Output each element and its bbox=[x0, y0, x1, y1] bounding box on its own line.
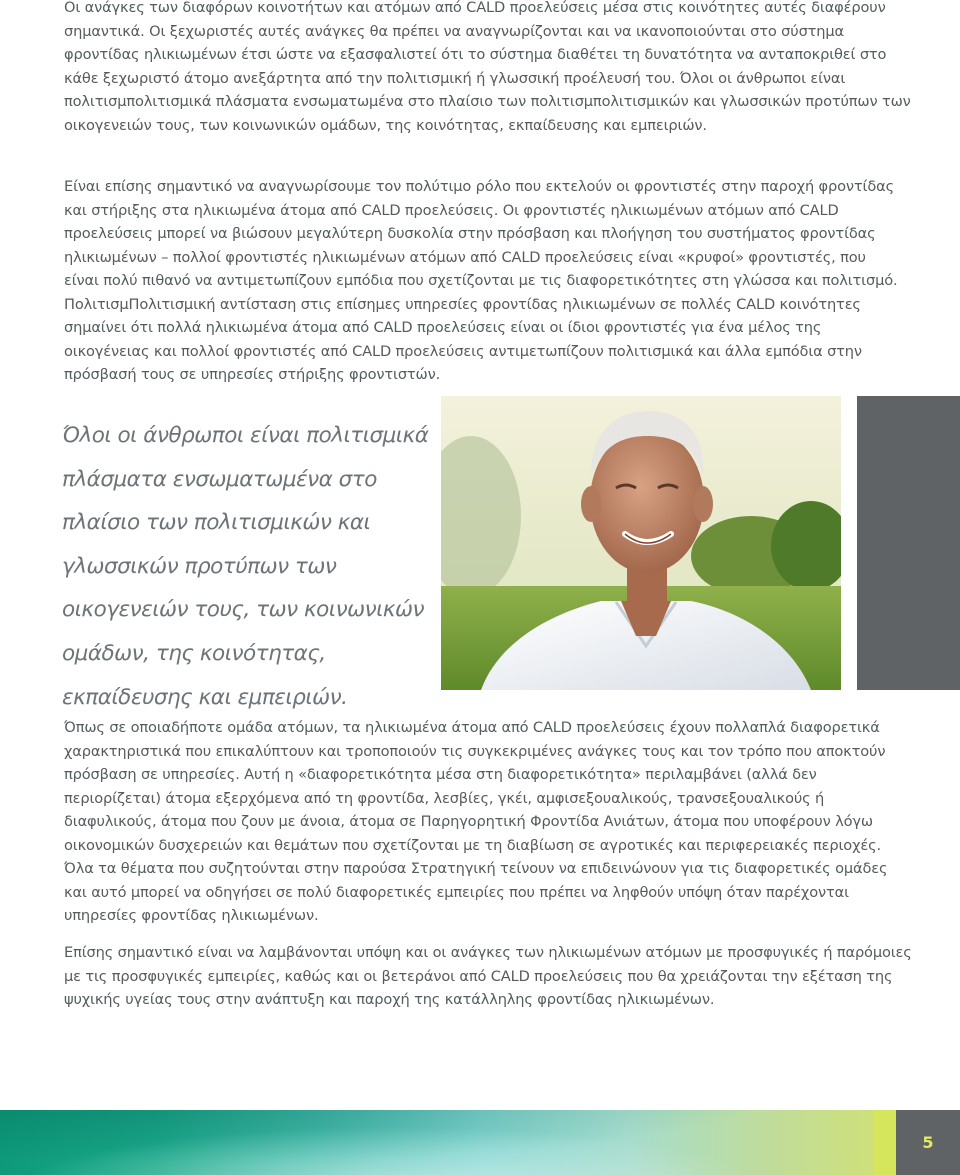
paragraph-diversity-text: Όπως σε οποιαδήποτε ομάδα ατόμων, τα ηλικιωμένα άτομα από CALD προελεύσεις έχουν πολλαπλά διαφορετικά χαρακτηριστικά που επικαλύπτουν και τροποποιούν τις συγκεκριμένες ανάγκες τους και τον τρόπο που αποκτούν πρόσβαση σε υπηρεσίες. bbox=[64, 719, 886, 783]
footer-gradient-band bbox=[0, 1110, 874, 1175]
paragraph-carers-text: Είναι επίσης σημαντικό να αναγνωρίσουμε τον πολύτιμο ρόλο που εκτελούν οι φροντιστές στην παροχή φροντίδας και στήριξης στα ηλικιωμένα άτομα από CALD προελεύσεις. bbox=[64, 178, 894, 219]
paragraph-diversity bbox=[64, 716, 914, 928]
pull-quote: Όλοι οι άνθρωποι είναι πολιτισμικά πλάσματα ενσωματωμένα στο πλαίσιο των πολιτισμικών και γλωσσικών προτύπων των οικογενειών τους, των κοινωνικών ομάδων, της κοινότητας, εκπαίδευσης και εμπειριών. bbox=[62, 423, 429, 710]
paragraph-cald-needs-text-cont: Όλοι οι άνθρωποι είναι πολιτισμπολιτισμικά πλάσματα ενσωματωμένα στο πλαίσιο των πολιτισμπολιτισμικών και γλωσσικών προτύπων των οικογενειών τους, των κοινωνικών ομάδων, της κοινότητας, εκπαίδευσης και εμπειριών. bbox=[64, 69, 911, 134]
decorative-gray-block bbox=[857, 396, 960, 690]
paragraph-carers-text-cont: Οι φροντιστές ηλικιωμένων ατόμων από CALD προελεύσεις μπορεί να βιώσουν μεγαλύτερη δυσκολία στην πρόσβαση και πλοήγηση του συστήματος φροντίδας ηλικιωμένων – πολλοί φροντιστές ηλικιωμένων ατόμων από CALD προελεύσεις είναι «κρυφοί» φροντιστές, που είναι πολύ πιθανό να αντιμετωπίζουν εμπόδια που σχετίζονται με τις διαφορετικότητες στη γλώσσα και πολιτισμό. ΠολιτισμΠολιτισμική αντίσταση στις επίσημες υπηρεσίες φροντίδας ηλικιωμένων σε πολλές CALD κοινότητες σημαίνει ότι πολλά ηλικιωμένα άτομα από CALD προελεύσεις είναι οι ίδιοι φροντιστές για ένα μέλος της οικογένειας και πολλοί φροντιστές από CALD προελεύσεις αντιμετωπίζουν πολιτισμικά και άλλα εμπόδια στην πρόσβασή τους σε υπηρεσίες στήριξης φροντιστών. bbox=[64, 201, 898, 383]
page-number: 5 bbox=[896, 1110, 960, 1175]
paragraph-refugees bbox=[64, 941, 914, 1012]
elderly-man-photo bbox=[441, 396, 841, 690]
paragraph-cald-needs-text: Οι ανάγκες των διαφόρων κοινοτήτων και ατόμων από CALD προελεύσεις μέσα στις κοινότητες αυτές διαφέρουν σημαντικά. Οι ξεχωριστές αυτές ανάγκες θα πρέπει να αναγνωρίζονται και να ικανοποιούνται στο σύστημα φροντίδας ηλικιωμένων έτσι ώστε να εξασφαλιστεί ότι το σύστημα διαθέτει τη δυνατότητα να ανταποκριθεί στο κάθε ξεχωριστό άτομο ανεξάρτητα από την πολιτισμική ή γλωσσική προέλευσή του. bbox=[64, 0, 887, 87]
paragraph-refugees-text: Επίσης σημαντικό είναι να λαμβάνονται υπόψη και οι ανάγκες των ηλικιωμένων ατόμων με προσφυγικές ή παρόμοιες με τις προσφυγικές εμπειρίες, καθώς και οι βετεράνοι από CALD προελεύσεις που θα χρειάζονται την εξέταση της ψυχικής υγείας τους στην ανάπτυξη και παροχή της κατάλληλης φροντίδας ηλικιωμένων. bbox=[64, 944, 912, 1008]
paragraph-cald-needs bbox=[64, 0, 914, 137]
footer-lime-strip bbox=[874, 1110, 896, 1175]
paragraph-diversity-text-cont: Αυτή η «διαφορετικότητα μέσα στη διαφορετικότητα» περιλαμβάνει (αλλά δεν περιορίζεται) άτομα εξερχόμενα από τη φροντίδα, λεσβίες, γκέι, αμφισεξουαλικούς, τρανσεξουαλικούς ή διαφυλικούς, άτομα που ζουν με άνοια, άτομα σε Παρηγορητική Φροντίδα Ανιάτων, άτομα που υποφέρουν λόγω οικονομικών δυσχερειών και θεμάτων που σχετίζονται με τη διαβίωση σε αγροτικές και περιφερειακές περιοχές. Όλα τα θέματα που συζητούνται στην παρούσα Στρατηγική τείνουν να επιδεινώνουν για τις διαφορετικές ομάδες και αυτό μπορεί να οδηγήσει σε πολύ διαφορετικές εμπειρίες που πρέπει να ληφθούν υπόψη όταν παρέχονται υπηρεσίες φροντίδας ηλικιωμένων. bbox=[64, 766, 888, 924]
elderly-man-illustration bbox=[441, 396, 841, 690]
paragraph-carers bbox=[64, 175, 904, 387]
